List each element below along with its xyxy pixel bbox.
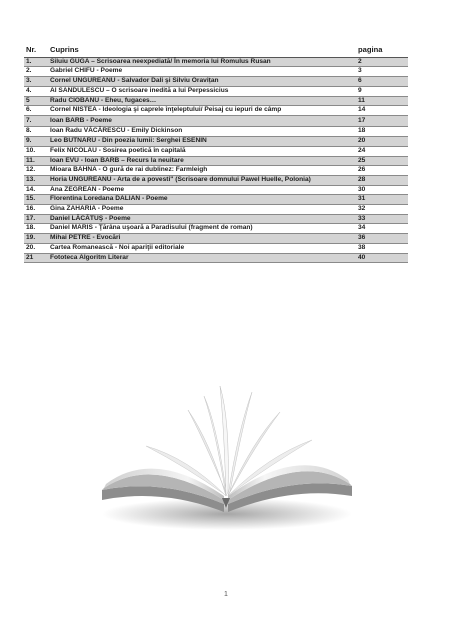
row-nr: 8. [24,127,48,137]
table-row [24,67,408,77]
row-nr: 17. [24,214,48,224]
row-page: 28 [356,175,408,185]
row-nr: 20. [24,243,48,253]
row-page: 20 [356,137,408,147]
header-content: Cuprins [48,46,356,57]
row-title: Ana ZEGREAN - Poeme [48,185,356,195]
row-page: 25 [356,156,408,166]
row-title: Felix NICOLAU - Sosirea poetică în capitală [48,146,356,156]
row-page: 30 [356,185,408,195]
table-row [24,185,408,195]
header-nr: Nr. [24,46,48,57]
row-title: Gabriel CHIFU - Poeme [48,67,356,77]
row-title: Fototeca Algoritm Literar [48,253,356,263]
table-row [24,156,408,166]
row-page: 40 [356,253,408,263]
row-page: 18 [356,127,408,137]
row-page: 3 [356,67,408,77]
row-nr: 7. [24,115,48,127]
row-page: 26 [356,166,408,176]
table-row [24,146,408,156]
row-title: Daniel MARIS - Ţărâna uşoară a Paradisului (fragment de roman) [48,224,356,234]
open-book-image [92,372,362,532]
row-nr: 19. [24,234,48,244]
page-number: 1 [224,591,228,598]
row-title: Ioan EVU - Ioan BARB – Recurs la neuitare [48,156,356,166]
table-row [24,253,408,263]
row-nr: 9. [24,137,48,147]
row-title: Ioan BARB - Poeme [48,115,356,127]
table-of-contents [24,46,408,263]
row-nr: 6. [24,106,48,116]
table-row [24,195,408,205]
row-nr: 5 [24,96,48,106]
row-nr: 12. [24,166,48,176]
row-title: Mihai PETRE - Evocări [48,234,356,244]
row-page: 34 [356,224,408,234]
row-title: Cartea Romanească - Noi apariţii editoriale [48,243,356,253]
table-row [24,137,408,147]
row-title: Daniel LĂCĂTUŞ - Poeme [48,214,356,224]
table-row [24,224,408,234]
row-nr: 16. [24,205,48,215]
row-page: 6 [356,77,408,87]
row-title: Gina ZAHARIA - Poeme [48,205,356,215]
row-title: Radu CIOBANU - Eheu, fugaces… [48,96,356,106]
table-row [24,234,408,244]
row-title: Florentina Loredana DALIAN - Poeme [48,195,356,205]
row-title: Cornel NISTEA - Ideologia şi caprele înţeleptului/ Peisaj cu iepuri de câmp [48,106,356,116]
row-page: 36 [356,234,408,244]
table-row [24,205,408,215]
row-title: Horia UNGUREANU - Arta de a povesti" (Scrisoare domnului Pawel Huelle, Polonia) [48,175,356,185]
row-title: Al SANDULESCU – O scrisoare inedită a lui Perpessicius [48,86,356,96]
row-nr: 4. [24,86,48,96]
table-row [24,175,408,185]
row-nr: 21 [24,253,48,263]
table-row [24,57,408,67]
row-nr: 15. [24,195,48,205]
table-row [24,77,408,87]
row-page: 24 [356,146,408,156]
table-row [24,243,408,253]
row-page: 33 [356,214,408,224]
row-title: Cornel UNGUREANU - Salvador Dali şi Silviu Oravițan [48,77,356,87]
row-nr: 11. [24,156,48,166]
row-title: Leo BUTNARU - Din poezia lumii: Serghei ESENIN [48,137,356,147]
row-nr: 18. [24,224,48,234]
table-row [24,127,408,137]
row-title: Mioara BAHNA - O gură de rai dublinez: Farmleigh [48,166,356,176]
header-page: pagina [356,46,408,57]
row-nr: 10. [24,146,48,156]
row-page: 31 [356,195,408,205]
row-page: 32 [356,205,408,215]
row-title: Siluiu GUGA – Scrisoarea neexpediată/ În memoria lui Romulus Rusan [48,57,356,67]
row-page: 17 [356,115,408,127]
row-nr: 3. [24,77,48,87]
table-row [24,115,408,127]
table-row [24,96,408,106]
table-row [24,214,408,224]
row-nr: 1. [24,57,48,67]
row-page: 2 [356,57,408,67]
row-page: 11 [356,96,408,106]
row-nr: 14. [24,185,48,195]
table-row [24,166,408,176]
row-page: 14 [356,106,408,116]
table-row [24,86,408,96]
table-row [24,106,408,116]
row-title: Ioan Radu VĂCĂRESCU - Emily Dickinson [48,127,356,137]
row-nr: 13. [24,175,48,185]
toc-header-row [24,46,408,57]
row-page: 9 [356,86,408,96]
row-nr: 2. [24,67,48,77]
row-page: 38 [356,243,408,253]
